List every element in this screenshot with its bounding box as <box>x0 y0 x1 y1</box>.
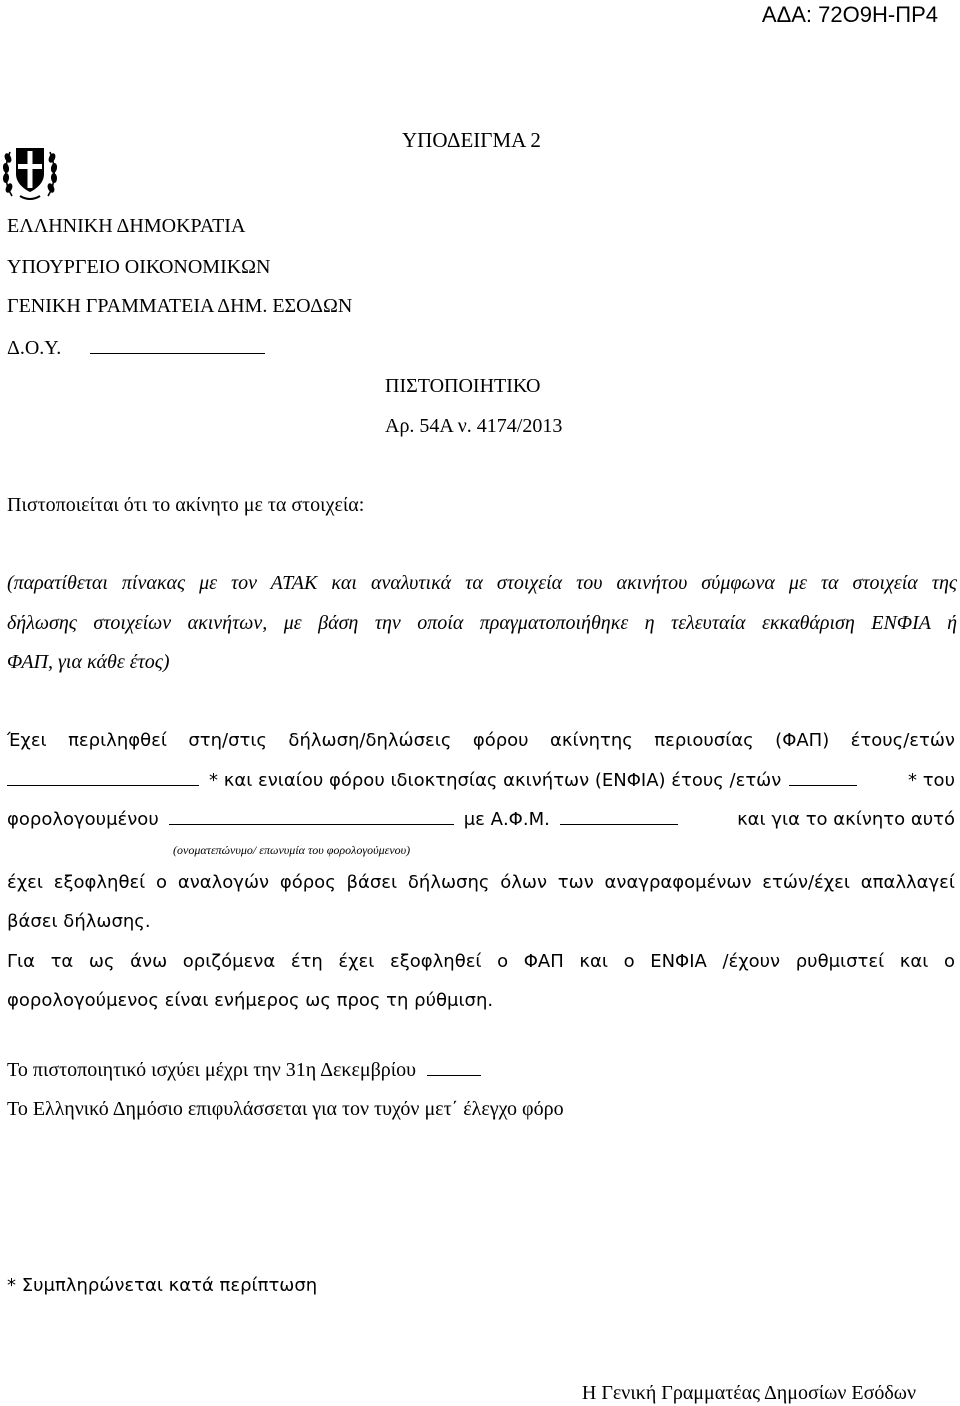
note-line-3: ΦΑΠ, για κάθε έτος) <box>7 651 170 673</box>
p2-line-1: Για τα ως άνω οριζόμενα έτη έχει εξοφληθεί ο ΦΑΠ και ο ΕΝΦΙΑ /έχουν ρυθμιστεί και ο <box>7 951 955 972</box>
p1-line-5: βάσει δήλωσης. <box>7 911 151 932</box>
p1-line-2 <box>7 767 955 793</box>
years-enfia-blank[interactable] <box>789 767 857 786</box>
doy-row <box>7 335 265 360</box>
note-line-2: δήλωσης στοιχείων ακινήτων, με βάση την οποία πραγματοποιήθηκε η τελευταία εκκαθάριση ΕΝΦΙΑ ή <box>7 612 957 634</box>
taxpayer-caption: (ονοματεπώνυμο/ επωνυμία του φορολογούμενου) <box>173 843 411 857</box>
coat-of-arms-icon <box>2 140 58 204</box>
validity-text: Το πιστοποιητικό ισχύει μέχρι την 31η Δεκεμβρίου <box>7 1059 417 1081</box>
sample-title: ΥΠΟΔΕΙΓΜΑ 2 <box>402 128 541 152</box>
afm-label: με Α.Φ.Μ. <box>463 809 550 830</box>
years-fap-blank[interactable] <box>7 767 199 786</box>
p1-line-2-text: * και ενιαίου φόρου ιδιοκτησίας ακινήτων (ΕΝΦΙΑ) έτους /ετών <box>209 770 782 791</box>
org-line-1: ΕΛΛΗΝΙΚΗ ΔΗΜΟΚΡΑΤΙΑ <box>7 215 246 237</box>
certificate-article: Αρ. 54Α ν. 4174/2013 <box>385 415 563 437</box>
note-line-1: (παρατίθεται πίνακας με τον ΑΤΑΚ και αναλυτικά τα στοιχεία του ακινήτου σύμφωνα με τα στοιχεία της <box>7 572 957 594</box>
p2-line-2: φορολογούμενος είναι ενήμερος ως προς τη ρύθμιση. <box>7 990 494 1011</box>
validity-year-blank[interactable] <box>427 1057 481 1076</box>
org-line-3: ΓΕΝΙΚΗ ΓΡΑΜΜΑΤΕΙΑ ΔΗΜ. ΕΣΟΔΩΝ <box>7 295 353 317</box>
doy-label: Δ.Ο.Υ. <box>7 337 62 359</box>
signature: Η Γενική Γραμματέας Δημοσίων Εσόδων <box>581 1382 916 1404</box>
p1-line-2-end: * του <box>908 770 955 791</box>
afm-blank[interactable] <box>560 806 678 825</box>
p1-line-3-end: και για το ακίνητο αυτό <box>737 809 955 830</box>
footnote: * Συμπληρώνεται κατά περίπτωση <box>7 1275 318 1296</box>
p1-line-3 <box>7 806 955 832</box>
audit-text: Το Ελληνικό Δημόσιο επιφυλάσσεται για τον τυχόν μετ΄ έλεγχο φόρο <box>7 1098 564 1120</box>
certificate-title: ΠΙΣΤΟΠΟΙΗΤΙΚΟ <box>385 375 541 397</box>
validity-row <box>7 1057 481 1082</box>
taxpayer-label: φορολογουμένου <box>7 809 159 830</box>
taxpayer-name-blank[interactable] <box>169 806 454 825</box>
p1-line-4: έχει εξοφληθεί ο αναλογών φόρος βάσει δήλωσης όλων των αναγραφομένων ετών/έχει απαλλαγεί <box>7 872 955 893</box>
org-line-2: ΥΠΟΥΡΓΕΙΟ ΟΙΚΟΝΟΜΙΚΩΝ <box>7 256 271 278</box>
doy-blank[interactable] <box>90 335 265 354</box>
ada-code: ΑΔΑ: 72Ο9Η-ΠΡ4 <box>761 2 938 27</box>
p1-line-1: Έχει περιληφθεί στη/στις δήλωση/δηλώσεις φόρου ακίνητης περιουσίας (ΦΑΠ) έτους/ετών <box>7 730 955 751</box>
intro-text: Πιστοποιείται ότι το ακίνητο με τα στοιχεία: <box>7 494 365 516</box>
